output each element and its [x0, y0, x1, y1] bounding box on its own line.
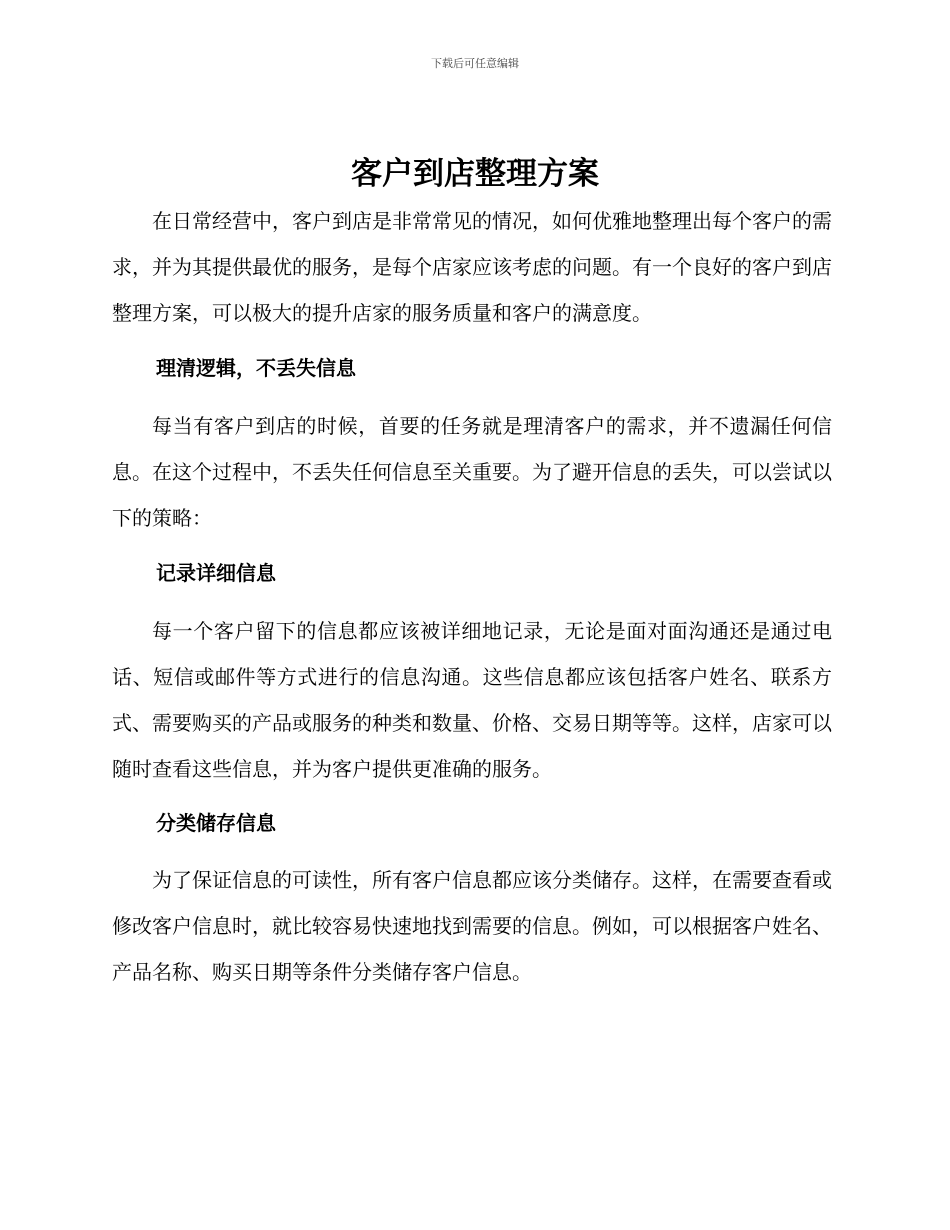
- intro-paragraph: 在日常经营中，客户到店是非常常见的情况，如何优雅地整理出每个客户的需求，并为其提供最优的服务，是每个店家应该考虑的问题。有一个良好的客户到店整理方案，可以极大的提升店家的服务质量和客户的满意度。: [112, 209, 832, 325]
- section-heading-record: 记录详细信息: [156, 561, 276, 585]
- header-note: 下载后可任意编辑: [431, 57, 519, 70]
- section-heading-logic: 理清逻辑，不丢失信息: [156, 356, 356, 380]
- section-paragraph-record: 每一个客户留下的信息都应该被详细地记录，无论是面对面沟通还是通过电话、短信或邮件等方式进行的信息沟通。这些信息都应该包括客户姓名、联系方式、需要购买的产品或服务的种类和数量、价格、交易日期等等。这样，店家可以随时查看这些信息，并为客户提供更准确的服务。: [112, 619, 832, 781]
- section-heading-classify: 分类储存信息: [156, 811, 276, 835]
- section-paragraph-logic: 每当有客户到店的时候，首要的任务就是理清客户的需求，并不遗漏任何信息。在这个过程中，不丢失任何信息至关重要。为了避开信息的丢失，可以尝试以下的策略：: [112, 414, 832, 530]
- document-title: 客户到店整理方案: [351, 156, 599, 192]
- section-paragraph-classify: 为了保证信息的可读性，所有客户信息都应该分类储存。这样，在需要查看或修改客户信息时，就比较容易快速地找到需要的信息。例如，可以根据客户姓名、产品名称、购买日期等条件分类储存客户信息。: [112, 868, 832, 984]
